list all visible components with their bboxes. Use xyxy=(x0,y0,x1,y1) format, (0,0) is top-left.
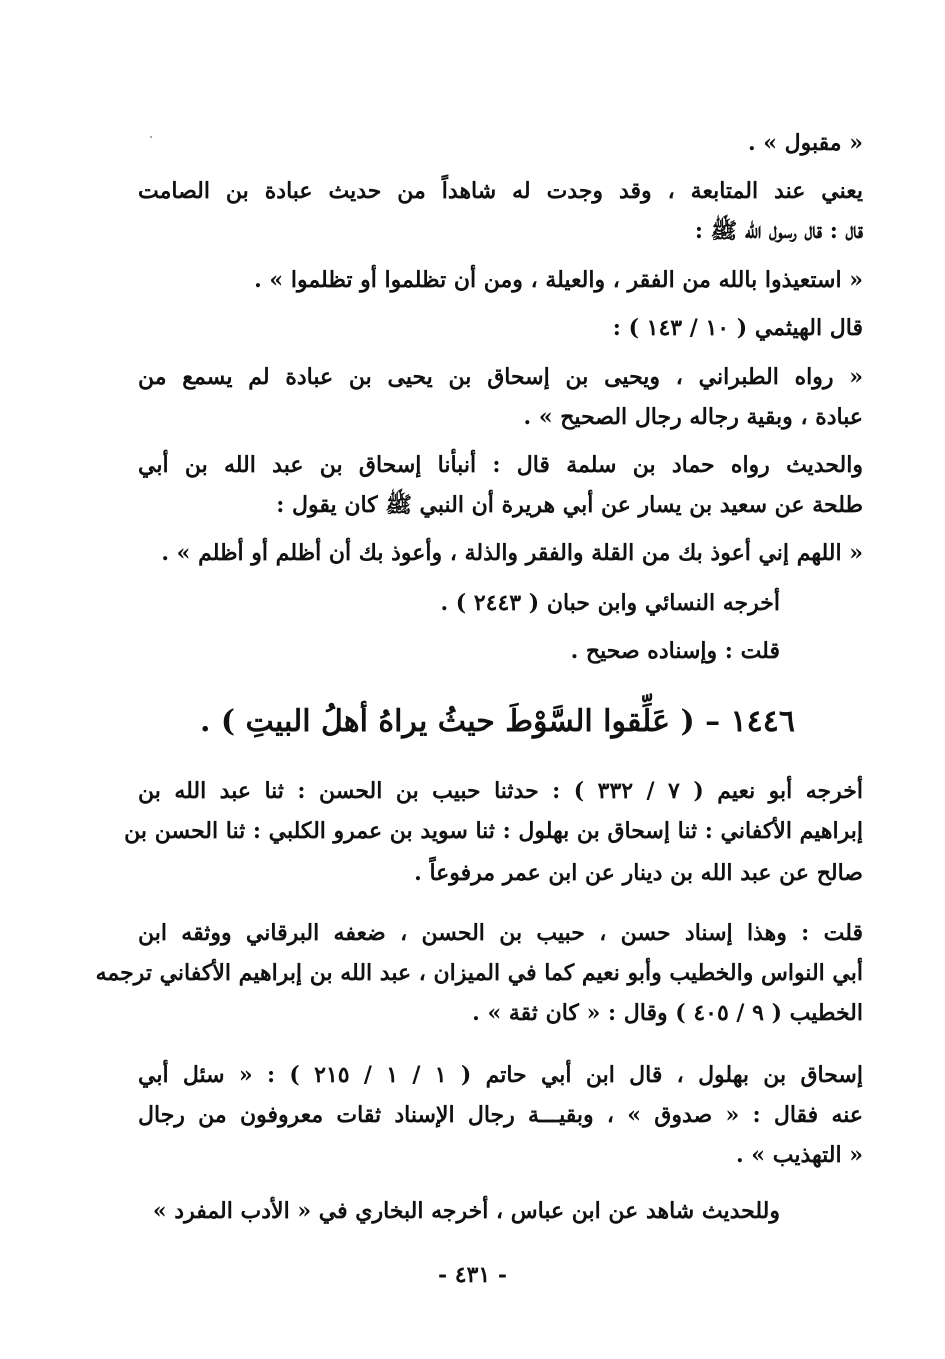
text-line: عنه فقال : « صدوق » ، وبقيـــة رجال الإسناد ثقات معروفون من رجال xyxy=(138,1102,863,1128)
text-line: صالح عن عبد الله بن دينار عن ابن عمر مرفوعاً . xyxy=(414,860,863,886)
text-line: إبراهيم الأكفاني : ثنا إسحاق بن بهلول : ثنا سويد بن عمرو الكلبي : ثنا الحسن بن xyxy=(124,818,863,844)
scan-speck xyxy=(150,136,152,138)
text-line: « رواه الطبراني ، ويحيى بن إسحاق بن يحيى بن عبادة لم يسمع من xyxy=(138,364,863,390)
text-line: والحديث رواه حماد بن سلمة قال : أنبأنا إسحاق بن عبد الله بن أبي xyxy=(138,452,863,478)
text-line: « مقبول » . xyxy=(747,130,863,156)
text-line: أخرجه أبو نعيم ( ٧ / ٣٣٢ ) : حدثنا حبيب بن الحسن : ثنا عبد الله بن xyxy=(138,778,863,804)
text-line: أبي النواس والخطيب وأبو نعيم كما في الميزان ، عبد الله بن إبراهيم الأكفاني ترجمه xyxy=(95,960,863,986)
hadith-heading: ١٤٤٦ – ( عَلِّقوا السَّوْطَ حيثُ يراهُ أهلُ البيتِ ) . xyxy=(200,704,795,739)
text-line: قلت : وهذا إسناد حسن ، حبيب بن الحسن ، ضعفه البرقاني ووثقه ابن xyxy=(138,920,864,946)
text-line: عبادة ، وبقية رجاله رجال الصحيح » . xyxy=(523,404,863,430)
text-line: أخرجه النسائي وابن حبان ( ٢٤٤٣ ) . xyxy=(440,590,780,616)
text-line: قلت : وإسناده صحيح . xyxy=(570,638,780,664)
text-line: « اللهم إني أعوذ بك من القلة والفقر والذلة ، وأعوذ بك أن أظلم أو أظلم » . xyxy=(161,540,863,566)
text-line: إسحاق بن بهلول ، قال ابن أبي حاتم ( ١ / ١ / ٢١٥ ) : « سئل أبي xyxy=(138,1062,863,1088)
text-line: « التهذيب » . xyxy=(735,1142,863,1168)
text-line: يعني عند المتابعة ، وقد وجدت له شاهداً من حديث عبادة بن الصامت xyxy=(138,178,863,204)
text-line: الخطيب ( ٩ / ٤٠٥ ) وقال : « كان ثقة » . xyxy=(472,1000,863,1026)
text-line: « استعيذوا بالله من الفقر ، والعيلة ، ومن أن تظلموا أو تظلموا » . xyxy=(254,267,863,293)
page-number: - ٤٣١ - xyxy=(437,1262,508,1288)
text-line: قال : قال رسول الله ﷺ : xyxy=(694,218,863,244)
text-line: طلحة عن سعيد بن يسار عن أبي هريرة أن النبي ﷺ كان يقول : xyxy=(276,492,863,518)
text-line: قال الهيثمي ( ١٠ / ١٤٣ ) : xyxy=(612,315,863,341)
text-line: وللحديث شاهد عن ابن عباس ، أخرجه البخاري في « الأدب المفرد » xyxy=(152,1198,780,1224)
